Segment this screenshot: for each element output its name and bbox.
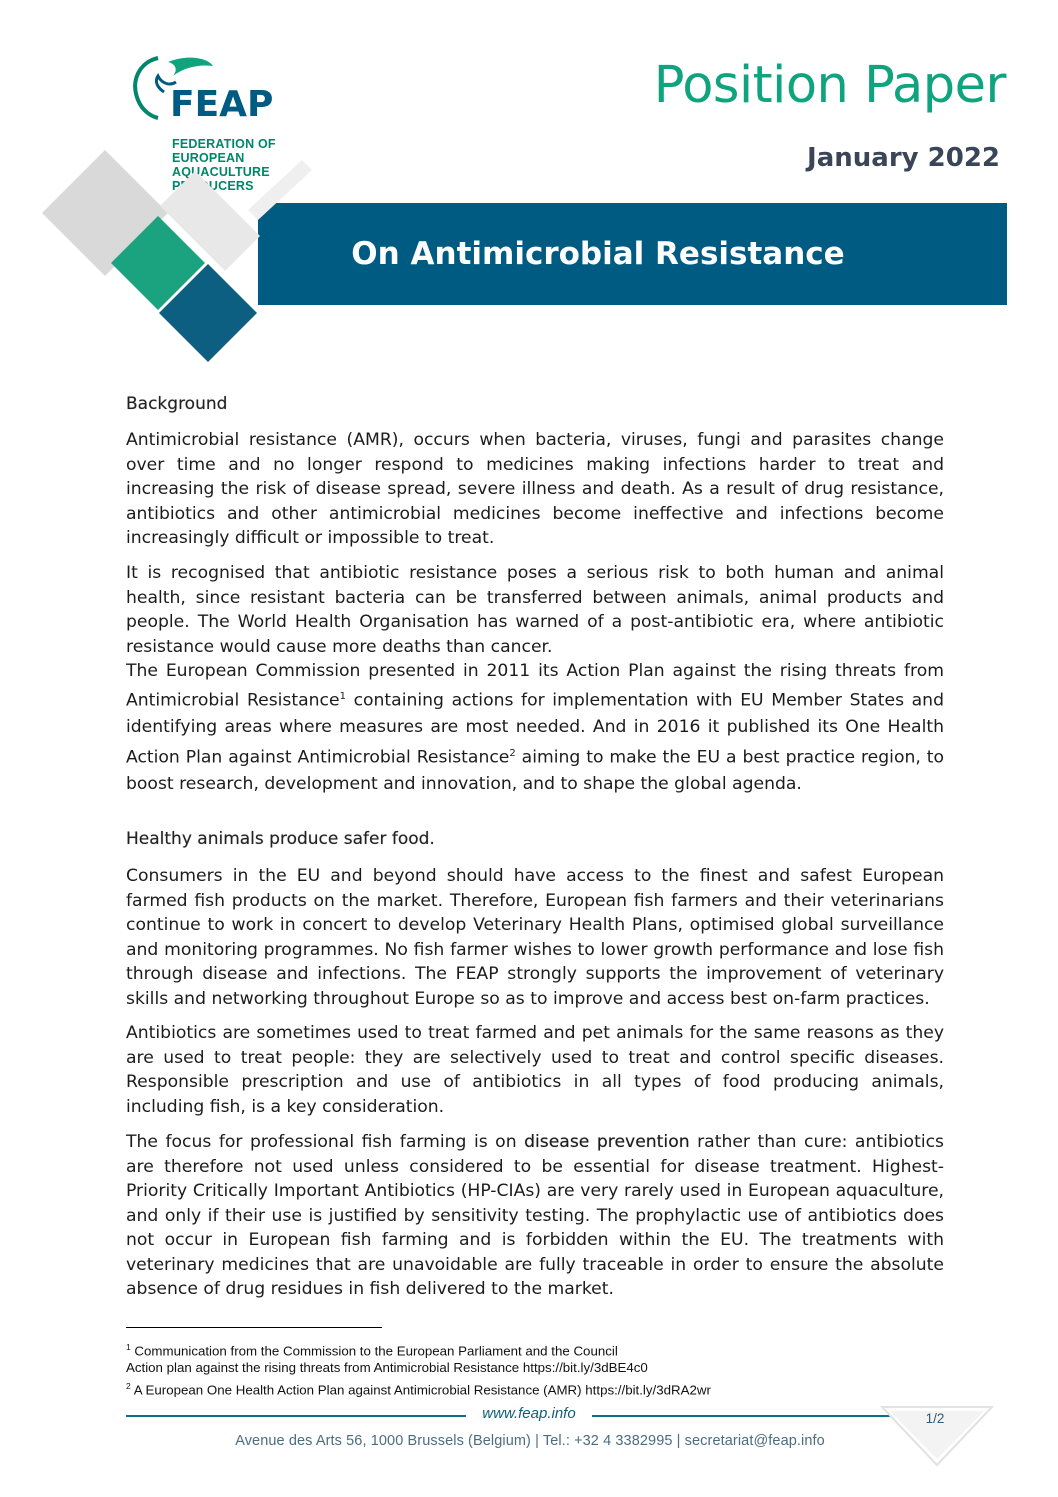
paragraph: Consumers in the EU and beyond should have access to the finest and safest European farmed fish products on the market. Therefore, European fish farmers and their veterinarians continue to work in concert to develop Veterinary Health Plans, optimised global surveillance and monitoring programmes. No fish farmer wishes to lower growth performance and lose fish through disease and infections. The FEAP strongly supports the improvement of veterinary skills and networking throughout Europe so as to improve and access best on-farm practices.: [126, 866, 944, 1009]
section-heading-healthy-animals: Healthy animals produce safer food.: [126, 829, 435, 849]
paragraph: Antibiotics are sometimes used to treat farmed and pet animals for the same reasons as they are used to treat people: they are selectively used to treat and control specific diseases. Responsible prescription and use of antibiotics in all types of food producing animals, including fish, is a key consideration.: [126, 1023, 944, 1117]
highlighted-term: disease prevention: [524, 1132, 690, 1152]
decorative-diamonds: [40, 140, 330, 370]
org-name-line: EUROPEAN: [172, 151, 245, 165]
paragraph-text: containing actions for implementation with EU Member States and identifying areas where measures are most needed. And in 2016 it published its One Health Action Plan against Antimicrobial Resistance: [126, 691, 944, 768]
footer-address: Avenue des Arts 56, 1000 Brussels (Belgium) | Tel.: +32 4 3382995 | secretariat@feap.info: [235, 1433, 825, 1449]
paragraph-text: The focus for professional fish farming is on: [126, 1132, 525, 1152]
page-number: 1/2: [925, 1411, 945, 1426]
footer-rule-right: [592, 1415, 892, 1417]
paragraph-text: The European Commission presented in 2011 its Action Plan against the rising threats from Antimicrobial Resistance: [126, 661, 944, 712]
paragraph-text: aiming to make the EU a best practice region, to boost research, development and innovation, and to shape the global agenda.: [126, 747, 944, 794]
document-title: On Antimicrobial Resistance: [351, 236, 845, 272]
document-type: Position Paper: [653, 56, 1006, 115]
footnote-marker: 2: [126, 1381, 131, 1391]
footnote-1: [126, 1339, 618, 1359]
org-name-line: FEDERATION OF: [172, 137, 276, 151]
footnote-divider: [126, 1327, 382, 1328]
footnote-1-cont: [126, 1359, 648, 1376]
footnote-2: [126, 1378, 711, 1398]
org-name-line: PRODUCERS: [172, 179, 254, 193]
paragraph-text: rather than cure: antibiotics are therefore not used unless considered to be essential for disease treatment. Highest-Priority Critically Important Antibiotics (HP-CIAs) are very rarely used in European aquaculture, and only if their use is justified by sensitivity testing. The prophylactic use of antibiotics does not occur in European fish farming and is forbidden within the EU. The treatments with veterinary medicines that are unavoidable are fully traceable in order to ensure the absolute absence of drug residues in fish delivered to the market.: [126, 1132, 944, 1299]
logo-wordmark: FEAP: [170, 84, 274, 125]
paragraph: [126, 1130, 944, 1302]
footer-rule-left: [126, 1415, 466, 1417]
footnote-text: A European One Health Action Plan against Antimicrobial Resistance (AMR) https://bit.ly/3dRA2wr: [130, 1382, 711, 1398]
footnote-ref[interactable]: 2: [509, 747, 516, 759]
footnote-text: Action plan against the rising threats from Antimicrobial Resistance https://bit.ly/3dBE4c0: [126, 1360, 648, 1375]
paragraph: [126, 658, 944, 797]
footnote-ref[interactable]: 1: [339, 691, 346, 703]
footnote-marker: 1: [126, 1342, 131, 1352]
paragraph: It is recognised that antibiotic resistance poses a serious risk to both human and animal health, since resistant bacteria can be transferred between animals, animal products and people. The World Health Organisation has warned of a post-antibiotic era, where antibiotic resistance would cause more deaths than cancer.: [126, 563, 944, 657]
footer-website-link[interactable]: www.feap.info: [482, 1405, 576, 1422]
section-heading-background: Background: [126, 394, 228, 414]
footer-diamond: [880, 1395, 995, 1470]
footnote-text: Communication from the Commission to the European Parliament and the Council: [130, 1343, 618, 1359]
feap-logo: [128, 52, 278, 132]
document-date: January 2022: [807, 143, 1000, 173]
org-name-line: AQUACULTURE: [172, 165, 270, 179]
paragraph: Antimicrobial resistance (AMR), occurs when bacteria, viruses, fungi and parasites change over time and no longer respond to medicines making infections harder to treat and increasing the risk of disease spread, severe illness and death. As a result of drug resistance, antibiotics and other antimicrobial medicines become ineffective and infections become increasingly difficult or impossible to treat.: [126, 430, 944, 548]
